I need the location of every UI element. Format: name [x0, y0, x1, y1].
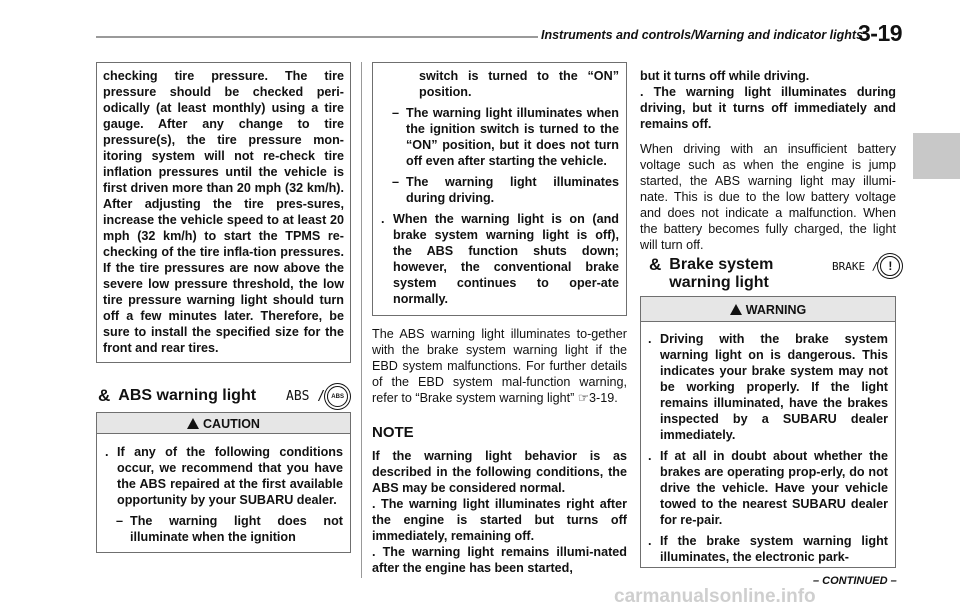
warning-bar	[640, 296, 896, 322]
note-content	[372, 448, 627, 576]
brake-icon-text: BRAKE /	[832, 259, 879, 273]
caution-bar	[96, 412, 351, 434]
thumb-tab	[913, 133, 960, 179]
caution-dash-2: – The warning light illuminates when the ignition switch is turned to the “ON” position, but it does not turn off even after starting the vehicle.	[392, 106, 619, 168]
note-intro: If the warning light behavior is as described in the following conditions, the ABS may be considered normal.	[372, 449, 627, 495]
warning-triangle-icon	[730, 304, 742, 315]
warning-bullet-1-text: Driving with the brake system warning light on is dangerous. This indicates your brake system may not be working properly. If the light remains illuminated, have the brakes inspected by a SUBARU dealer immediately.	[660, 332, 888, 442]
note-bullet-2-continued: but it turns off while driving.	[640, 69, 810, 83]
abs-circle-icon: ABS	[327, 386, 348, 407]
watermark: carmanualsonline.info	[614, 586, 816, 607]
brake-section-title-line1: Brake system	[669, 256, 774, 273]
abs-warning-icon	[286, 386, 348, 407]
note-bullet-2-text: The warning light remains illumi-nated after the engine has been started,	[372, 545, 627, 575]
note-content-continued	[640, 68, 896, 132]
caution-triangle-icon	[187, 418, 199, 429]
caution-content-continued	[381, 68, 619, 307]
brake-warning-icon	[832, 256, 900, 276]
battery-paragraph: When driving with an insufficient battery voltage such as when the engine is jump started, the ABS warning light may illumi-nate. This is due to the low battery voltage and does not indicate a malfunction. When the battery becomes fully charged, the light will turn off.	[640, 142, 896, 252]
caution-bullet-2: . When the warning light is on (and brake system warning light is off), the ABS function shuts down; however, the conventional brake system continues to oper-ate normally.	[381, 212, 619, 306]
exclamation-circle-icon: !	[880, 256, 900, 276]
section-marker: &	[98, 386, 111, 405]
note-bullet-2: . The warning light remains illumi-nated after the engine has been started,	[372, 545, 627, 575]
warning-bullet-2-text: If at all in doubt about whether the brakes are operating prop-erly, do not drive the vehicle. Have your vehicle towed to the nearest SUBARU dealer for re-pair.	[660, 449, 888, 527]
warning-bullet-3-text: If the brake system warning light illuminates, the electronic park-	[660, 534, 888, 564]
column-separator	[361, 62, 362, 578]
warning-bullet-1: . Driving with the brake system warning light on is dangerous. This indicates your brake system may not be working properly. If the light remains illuminated, have the brakes inspected by a SUBARU dealer immediately.	[648, 332, 888, 442]
caution-dash-3-text: The warning light illuminates during driving.	[406, 175, 619, 205]
abs-section-title: ABS warning light	[118, 387, 257, 404]
header-title: Instruments and controls/Warning and indicator lights	[541, 28, 864, 42]
caution-bullet-text: If any of the following conditions occur, we recommend that you have the ABS repaired at the first available opportunity by your SUBARU dealer.	[117, 445, 343, 507]
note-bullet-1: . The warning light illuminates right after the engine is started but turns off immediately, remaining off.	[372, 497, 627, 543]
warning-bullet-2: . If at all in doubt about whether the brakes are operating prop-erly, do not drive the vehicle. Have your vehicle towed to the nearest SUBARU dealer for re-pair.	[648, 449, 888, 527]
continued-label: – CONTINUED –	[813, 575, 897, 587]
caution-bullet-2-text: When the warning light is on (and brake system warning light is off), the ABS function shuts down; however, the conventional brake system continues to oper-ate normally.	[393, 212, 619, 306]
brake-section-heading	[649, 256, 773, 292]
brake-section-title	[669, 256, 773, 292]
caution-dash-2-text: The warning light illuminates when the ignition switch is turned to the “ON” position, but it does not turn off even after starting the vehicle.	[406, 106, 619, 168]
abs-icon-text: ABS /	[286, 389, 326, 404]
tpms-note-text: checking tire pressure. The tire pressure should be checked peri-odically (at least monthly) using a tire gauge. After any change to tire pressure(s), the tire pressure mon-itoring system will not re-check tire inflation pressures until the vehicle is first driven more than 20 mph (32 km/h). After adjusting the tire pres-sures, increase the vehicle speed to at least 20 mph (32 km/h) to start the TPMS re-checking of the tire infla-tion pressures. If the tire pressures are now above the severe low pressure threshold, the low tire pressure warning light should turn off a few minutes later. Therefore, be sure to install the specified size for the front and rear tires.	[103, 69, 344, 355]
warning-content	[648, 331, 888, 565]
caution-dash-1-continued: switch is turned to the “ON” position.	[419, 69, 619, 99]
note-bullet-3-text: The warning light illuminates during driving, but it turns off immediately and remains off.	[640, 85, 896, 131]
caution-label: CAUTION	[203, 417, 260, 431]
header-rule	[96, 36, 538, 38]
page-number: 3-19	[858, 20, 903, 46]
abs-section-heading	[98, 386, 256, 405]
note-bullet-1-text: The warning light illuminates right after the engine is started but turns off immediately, remaining off.	[372, 497, 627, 543]
brake-section-title-line2: warning light	[669, 274, 769, 291]
caution-bullet: . If any of the following conditions occur, we recommend that you have the ABS repaired at the first available opportunity by your SUBARU dealer.	[105, 445, 343, 507]
caution-dash-1-text: The warning light does not illuminate when the ignition	[130, 514, 343, 544]
note-bullet-3: . The warning light illuminates during driving, but it turns off immediately and remains off.	[640, 85, 896, 131]
caution-dash-3: – The warning light illuminates during driving.	[392, 175, 619, 205]
note-title: NOTE	[372, 424, 414, 441]
warning-label: WARNING	[745, 303, 807, 317]
ebd-paragraph: The ABS warning light illuminates to-gether with the brake system warning light if the EBD system malfunctions. For further details of the EBD system mal-function warning, refer to “Brake system warning light” ☞3-19.	[372, 327, 627, 405]
warning-bullet-3: . If the brake system warning light illuminates, the electronic park-	[648, 534, 888, 564]
caution-content	[105, 444, 343, 545]
section-marker: &	[649, 255, 662, 274]
caution-dash-1: – The warning light does not illuminate when the ignition	[116, 514, 343, 544]
